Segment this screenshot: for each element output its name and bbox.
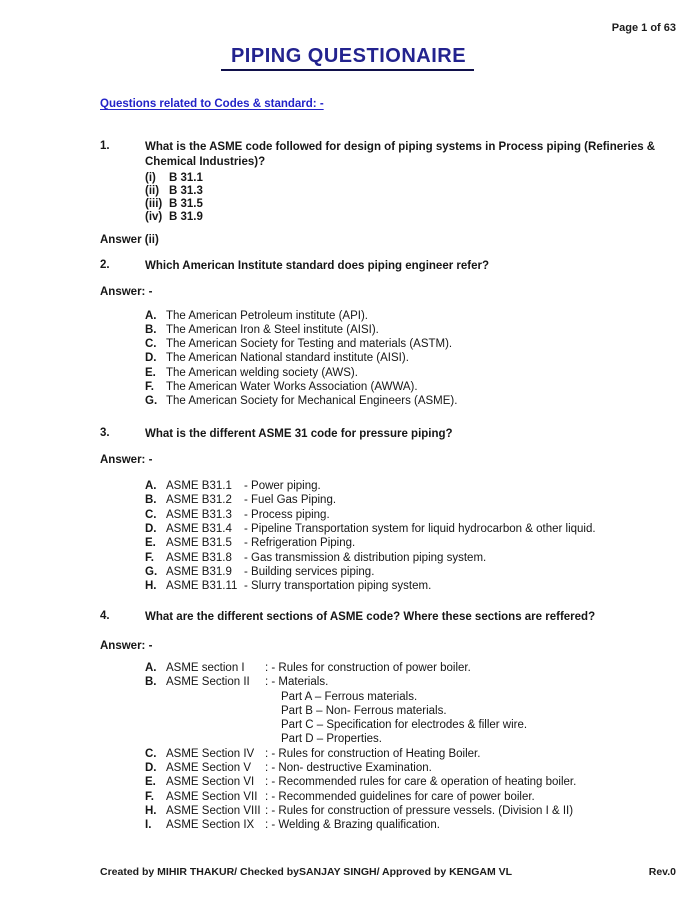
item-code: ASME B31.11	[166, 580, 238, 593]
list-item	[145, 493, 695, 507]
item-letter: C.	[145, 338, 157, 351]
item-letter: E.	[145, 776, 156, 789]
list-item	[145, 818, 695, 832]
item-code: ASME Section II	[166, 676, 250, 689]
list-item	[145, 579, 695, 593]
question-4-answer-list	[145, 661, 695, 833]
footer-revision: Rev.0	[648, 866, 676, 878]
item-code: ASME B31.1	[166, 480, 232, 493]
list-item	[145, 508, 695, 522]
item-desc: - Slurry transportation piping system.	[244, 580, 432, 593]
part-item: Part C – Specification for electrodes & filler wire.	[281, 719, 528, 732]
item-letter: A.	[145, 309, 157, 322]
question-4	[100, 610, 695, 625]
list-item	[145, 380, 695, 394]
item-code: ASME Section IX	[166, 819, 255, 832]
item-code: ASME B31.8	[166, 551, 232, 564]
option-value: B 31.1	[169, 172, 203, 184]
list-item	[145, 775, 695, 789]
item-letter: F.	[145, 551, 154, 564]
item-desc: - Power piping.	[244, 480, 321, 493]
item-letter: B.	[145, 494, 157, 507]
part-item: Part D – Properties.	[281, 733, 382, 746]
list-item	[145, 551, 695, 565]
question-2-answer-label: Answer: -	[100, 285, 153, 298]
item-desc: - Building services piping.	[244, 565, 375, 578]
item-letter: E.	[145, 366, 156, 379]
list-item	[145, 536, 695, 550]
footer-created-by: Created by MIHIR THAKUR/ Checked bySANJAY SINGH/ Approved by KENGAM VL	[100, 866, 513, 878]
question-3-text: What is the different ASME 31 code for pressure piping?	[145, 427, 453, 440]
list-item	[145, 351, 695, 365]
option-label: (iv)	[145, 211, 163, 223]
item-letter: E.	[145, 537, 156, 550]
list-item	[145, 522, 695, 536]
list-item	[145, 323, 695, 337]
question-3-answer-list	[145, 479, 695, 593]
option-label: (i)	[145, 172, 156, 184]
section-heading: Questions related to Codes & standard: -	[100, 98, 324, 110]
question-1-text: What is the ASME code followed for design of piping systems in Process piping (Refineries & Chemical Industries)?	[145, 141, 656, 168]
item-code: ASME B31.2	[166, 494, 232, 507]
item-text: The American Petroleum institute (API).	[166, 309, 368, 322]
option-row	[145, 198, 695, 211]
question-3-answer-label: Answer: -	[100, 454, 153, 467]
list-item	[145, 337, 695, 351]
option-label: (iii)	[145, 198, 163, 210]
item-desc: : - Rules for construction of Heating Boiler.	[265, 747, 481, 760]
item-desc: : - Materials.	[265, 676, 329, 689]
option-row	[145, 185, 695, 198]
item-code: ASME section I	[166, 661, 245, 674]
item-text: The American Iron & Steel institute (AISI).	[166, 323, 379, 336]
item-code: ASME Section V	[166, 762, 252, 775]
list-item	[145, 479, 695, 493]
list-item	[145, 747, 695, 761]
item-letter: D.	[145, 352, 157, 365]
item-letter: H.	[145, 580, 157, 593]
item-letter: H.	[145, 804, 157, 817]
question-3-number: 3.	[100, 426, 110, 439]
question-1-answer: Answer (ii)	[100, 234, 159, 246]
question-4-number: 4.	[100, 610, 110, 623]
item-code: ASME Section VII	[166, 790, 258, 803]
item-desc: : - Non- destructive Examination.	[265, 762, 432, 775]
option-value: B 31.9	[169, 211, 203, 223]
item-text: The American Society for Testing and materials (ASTM).	[166, 338, 453, 351]
question-2-answer-list	[145, 309, 695, 409]
item-code: ASME B31.9	[166, 565, 232, 578]
item-letter: C.	[145, 747, 157, 760]
item-desc: : - Recommended rules for care & operation of heating boiler.	[265, 776, 577, 789]
item-letter: G.	[145, 395, 158, 408]
item-letter: A.	[145, 480, 157, 493]
item-text: The American Water Works Association (AWWA).	[166, 380, 418, 393]
part-item: Part A – Ferrous materials.	[281, 690, 418, 703]
item-letter: D.	[145, 522, 157, 535]
item-code: ASME Section IV	[166, 747, 255, 760]
item-desc: : - Rules for construction of pressure vessels. (Division I & II)	[265, 804, 574, 817]
item-code: ASME B31.5	[166, 537, 232, 550]
item-letter: C.	[145, 508, 157, 521]
part-item: Part B – Non- Ferrous materials.	[281, 704, 447, 717]
option-value: B 31.5	[169, 198, 203, 210]
item-desc: : - Rules for construction of power boiler.	[265, 661, 471, 674]
question-2-text: Which American Institute standard does piping engineer refer?	[145, 260, 489, 272]
question-1-number: 1.	[100, 140, 110, 152]
question-3	[100, 427, 695, 442]
question-4-text: What are the different sections of ASME code? Where these sections are reffered?	[145, 611, 596, 624]
option-label: (ii)	[145, 185, 160, 197]
option-value: B 31.3	[169, 185, 203, 197]
item-desc: - Gas transmission & distribution piping system.	[244, 551, 487, 564]
question-1	[100, 140, 695, 169]
question-2	[100, 259, 695, 274]
list-item	[145, 675, 695, 689]
question-1-options	[145, 172, 695, 224]
item-desc: - Fuel Gas Piping.	[244, 494, 337, 507]
list-item	[145, 790, 695, 804]
page-footer	[100, 866, 676, 878]
item-letter: B.	[145, 323, 157, 336]
list-item	[145, 661, 695, 675]
item-letter: G.	[145, 565, 158, 578]
list-item	[145, 309, 695, 323]
option-row	[145, 211, 695, 224]
item-letter: F.	[145, 790, 154, 803]
item-code: ASME Section VI	[166, 776, 255, 789]
item-desc: - Pipeline Transportation system for liquid hydrocarbon & other liquid.	[244, 522, 596, 535]
item-desc: : - Recommended guidelines for care of power boiler.	[265, 790, 535, 803]
item-letter: I.	[145, 819, 152, 832]
item-text: The American Society for Mechanical Engineers (ASME).	[166, 395, 458, 408]
item-text: The American welding society (AWS).	[166, 366, 358, 379]
item-code: ASME B31.3	[166, 508, 232, 521]
item-desc: - Process piping.	[244, 508, 330, 521]
page-number: Page 1 of 63	[611, 22, 676, 34]
section-2-parts	[281, 690, 695, 747]
option-row	[145, 172, 695, 185]
item-letter: F.	[145, 380, 154, 393]
item-desc: : - Welding & Brazing qualification.	[265, 819, 440, 832]
list-item	[145, 366, 695, 380]
item-code: ASME B31.4	[166, 522, 232, 535]
item-letter: D.	[145, 762, 157, 775]
document-title	[0, 45, 695, 71]
list-item	[145, 804, 695, 818]
question-2-number: 2.	[100, 259, 110, 271]
item-desc: - Refrigeration Piping.	[244, 537, 356, 550]
question-4-answer-label: Answer: -	[100, 639, 153, 652]
document-title-text: PIPING QUESTIONAIRE	[221, 45, 474, 71]
item-text: The American National standard institute (AISI).	[166, 352, 409, 365]
item-code: ASME Section VIII	[166, 804, 261, 817]
list-item	[145, 761, 695, 775]
list-item	[145, 565, 695, 579]
item-letter: A.	[145, 661, 157, 674]
item-letter: B.	[145, 676, 157, 689]
list-item	[145, 394, 695, 408]
